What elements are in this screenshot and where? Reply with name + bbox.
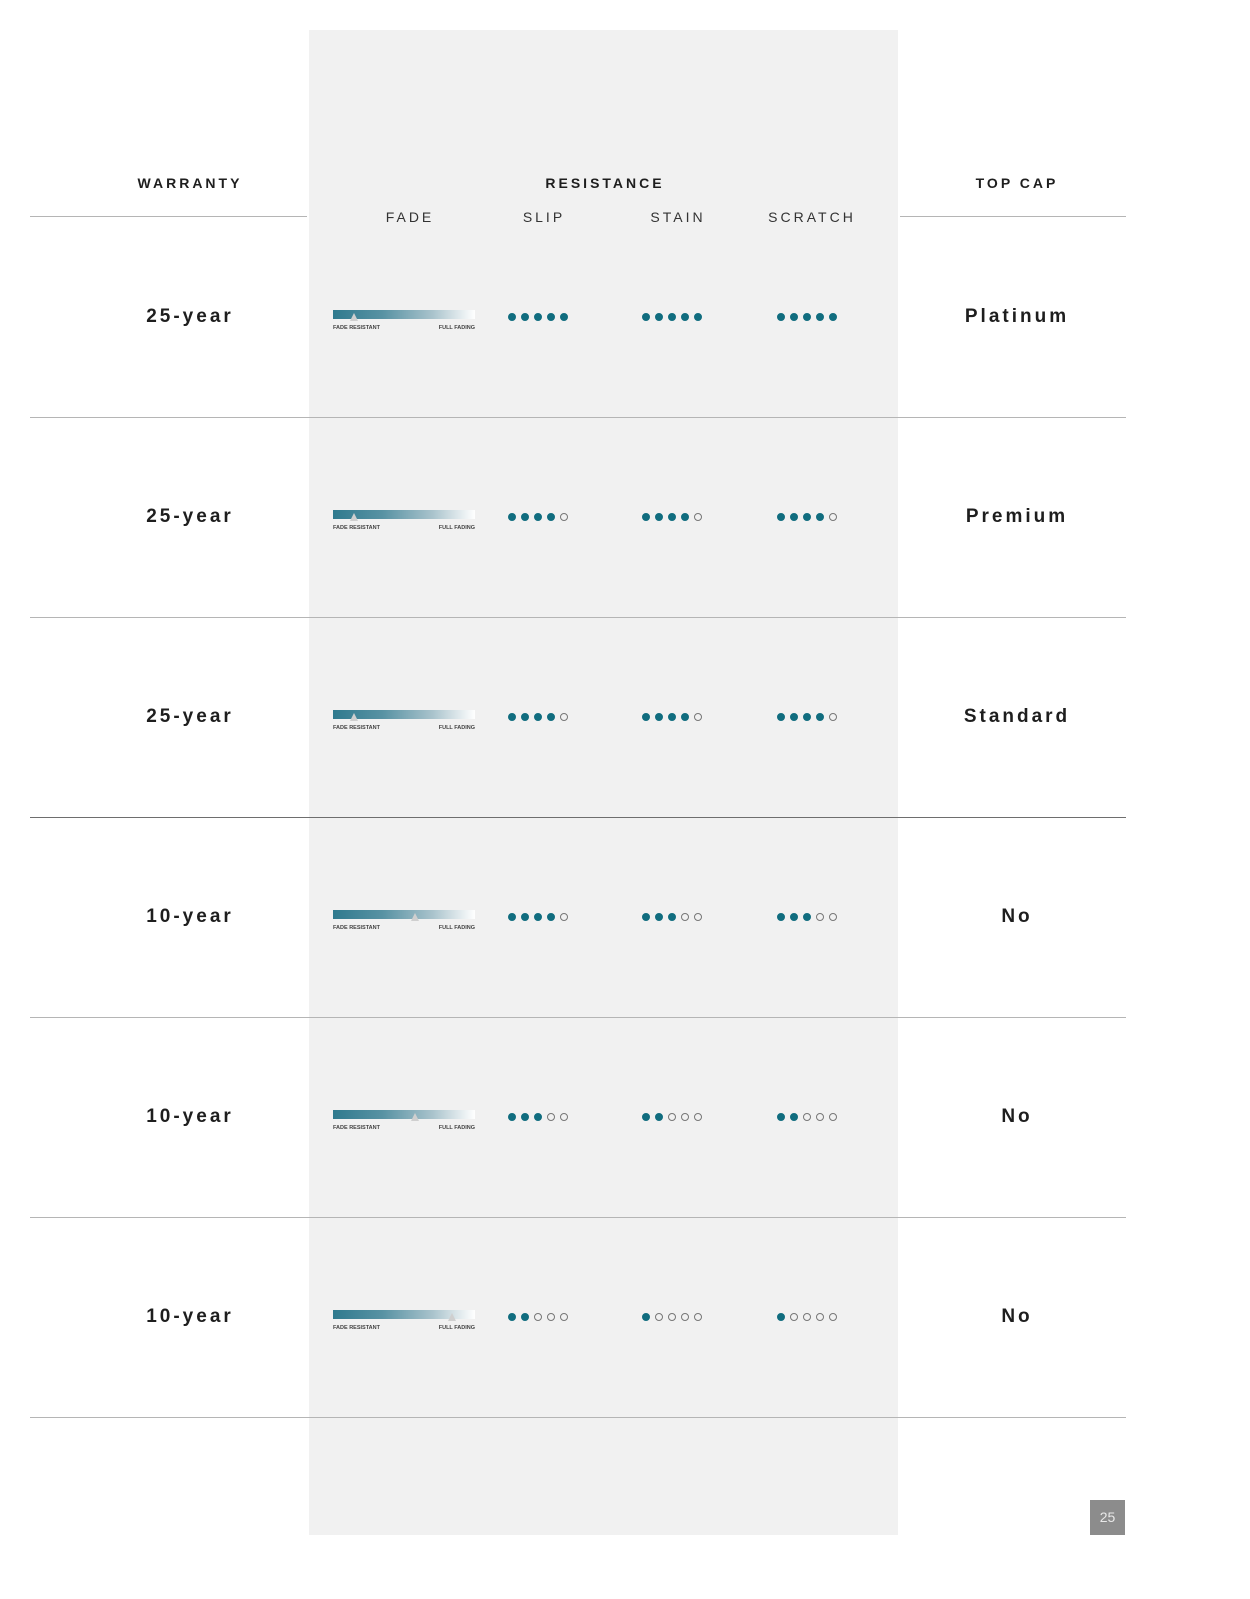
empty-dot-icon [829,913,837,921]
filled-dot-icon [534,713,542,721]
fade-resistant-label: FADE RESISTANT [333,725,380,731]
filled-dot-icon [655,713,663,721]
slip-rating [508,311,568,323]
filled-dot-icon [521,1313,529,1321]
filled-dot-icon [521,513,529,521]
filled-dot-icon [534,913,542,921]
filled-dot-icon [655,913,663,921]
warranty-value: 10-year [146,906,234,927]
row-divider [30,1417,1126,1418]
empty-dot-icon [803,1113,811,1121]
slip-rating [508,711,568,723]
filled-dot-icon [777,513,785,521]
empty-dot-icon [560,513,568,521]
filled-dot-icon [790,713,798,721]
filled-dot-icon [816,313,824,321]
filled-dot-icon [508,1313,516,1321]
filled-dot-icon [547,313,555,321]
scratch-rating [777,711,837,723]
filled-dot-icon [560,313,568,321]
full-fading-label: FULL FADING [438,325,475,331]
filled-dot-icon [521,313,529,321]
filled-dot-icon [642,1113,650,1121]
top-cap-value: Platinum [964,306,1070,327]
filled-dot-icon [816,513,824,521]
scratch-rating [777,311,837,323]
filled-dot-icon [777,713,785,721]
scratch-subheader: SCRATCH [768,209,856,225]
empty-dot-icon [681,1113,689,1121]
empty-dot-icon [829,513,837,521]
slip-rating [508,1311,568,1323]
empty-dot-icon [790,1313,798,1321]
fade-gradient-bar [333,1110,475,1119]
fade-scale [333,310,475,340]
filled-dot-icon [508,1113,516,1121]
top-cap-value: No [1001,906,1033,927]
fade-resistant-label: FADE RESISTANT [333,325,380,331]
warranty-value: 10-year [146,1306,234,1327]
filled-dot-icon [642,713,650,721]
stain-rating [642,1111,702,1123]
filled-dot-icon [681,513,689,521]
filled-dot-icon [521,713,529,721]
fade-scale [333,1310,475,1340]
filled-dot-icon [547,713,555,721]
empty-dot-icon [694,1313,702,1321]
table-row [0,1217,1250,1417]
filled-dot-icon [642,1313,650,1321]
filled-dot-icon [534,513,542,521]
filled-dot-icon [534,313,542,321]
empty-dot-icon [803,1313,811,1321]
full-fading-label: FULL FADING [438,1125,475,1131]
filled-dot-icon [790,313,798,321]
fade-level-marker [350,513,358,521]
slip-rating [508,511,568,523]
filled-dot-icon [816,713,824,721]
stain-subheader: STAIN [650,209,706,225]
filled-dot-icon [790,513,798,521]
scratch-rating [777,511,837,523]
filled-dot-icon [790,1113,798,1121]
filled-dot-icon [668,513,676,521]
top-cap-header: TOP CAP [975,175,1059,191]
fade-level-marker [350,713,358,721]
filled-dot-icon [655,313,663,321]
stain-rating [642,311,702,323]
empty-dot-icon [816,1313,824,1321]
filled-dot-icon [547,513,555,521]
filled-dot-icon [642,313,650,321]
empty-dot-icon [681,1313,689,1321]
filled-dot-icon [508,513,516,521]
slip-rating [508,1111,568,1123]
warranty-value: 10-year [146,1106,234,1127]
filled-dot-icon [508,913,516,921]
top-cap-value: Premium [965,506,1069,527]
table-row [0,617,1250,817]
empty-dot-icon [668,1113,676,1121]
empty-dot-icon [829,1113,837,1121]
filled-dot-icon [777,913,785,921]
filled-dot-icon [668,913,676,921]
full-fading-label: FULL FADING [438,725,475,731]
empty-dot-icon [829,1313,837,1321]
empty-dot-icon [816,913,824,921]
empty-dot-icon [547,1113,555,1121]
warranty-value: 25-year [146,706,234,727]
stain-rating [642,511,702,523]
table-row [0,1017,1250,1217]
filled-dot-icon [803,513,811,521]
fade-level-marker [448,1313,456,1321]
filled-dot-icon [681,713,689,721]
filled-dot-icon [829,313,837,321]
empty-dot-icon [816,1113,824,1121]
stain-rating [642,1311,702,1323]
fade-scale [333,910,475,940]
table-row [0,417,1250,617]
filled-dot-icon [790,913,798,921]
empty-dot-icon [694,713,702,721]
full-fading-label: FULL FADING [438,1325,475,1331]
filled-dot-icon [547,913,555,921]
scratch-rating [777,1311,837,1323]
top-cap-value: Standard [963,706,1071,727]
filled-dot-icon [777,313,785,321]
empty-dot-icon [560,1313,568,1321]
fade-scale [333,710,475,740]
filled-dot-icon [521,913,529,921]
filled-dot-icon [508,313,516,321]
filled-dot-icon [642,513,650,521]
empty-dot-icon [560,713,568,721]
filled-dot-icon [668,313,676,321]
full-fading-label: FULL FADING [438,925,475,931]
empty-dot-icon [829,713,837,721]
full-fading-label: FULL FADING [438,525,475,531]
empty-dot-icon [668,1313,676,1321]
fade-level-marker [350,313,358,321]
fade-resistant-label: FADE RESISTANT [333,1325,380,1331]
page-number: 25 [1090,1500,1125,1535]
top-cap-value: No [1001,1306,1033,1327]
scratch-rating [777,1111,837,1123]
empty-dot-icon [560,1113,568,1121]
fade-resistant-label: FADE RESISTANT [333,525,380,531]
empty-dot-icon [547,1313,555,1321]
stain-rating [642,911,702,923]
filled-dot-icon [803,313,811,321]
filled-dot-icon [777,1113,785,1121]
warranty-header: WARRANTY [137,175,243,191]
filled-dot-icon [642,913,650,921]
fade-subheader: FADE [385,209,435,225]
table-row [0,217,1250,417]
slip-subheader: SLIP [522,209,566,225]
empty-dot-icon [694,913,702,921]
fade-resistant-label: FADE RESISTANT [333,1125,380,1131]
warranty-value: 25-year [146,506,234,527]
filled-dot-icon [655,1113,663,1121]
empty-dot-icon [694,513,702,521]
fade-gradient-bar [333,910,475,919]
resistance-header: RESISTANCE [545,175,665,191]
table-row [0,817,1250,1017]
fade-level-marker [411,913,419,921]
filled-dot-icon [668,713,676,721]
empty-dot-icon [534,1313,542,1321]
filled-dot-icon [694,313,702,321]
slip-rating [508,911,568,923]
warranty-value: 25-year [146,306,234,327]
filled-dot-icon [534,1113,542,1121]
fade-scale [333,510,475,540]
empty-dot-icon [681,913,689,921]
filled-dot-icon [655,513,663,521]
empty-dot-icon [694,1113,702,1121]
scratch-rating [777,911,837,923]
empty-dot-icon [655,1313,663,1321]
filled-dot-icon [681,313,689,321]
filled-dot-icon [521,1113,529,1121]
empty-dot-icon [560,913,568,921]
filled-dot-icon [777,1313,785,1321]
fade-resistant-label: FADE RESISTANT [333,925,380,931]
filled-dot-icon [508,713,516,721]
filled-dot-icon [803,913,811,921]
fade-scale [333,1110,475,1140]
top-cap-value: No [1001,1106,1033,1127]
filled-dot-icon [803,713,811,721]
stain-rating [642,711,702,723]
fade-level-marker [411,1113,419,1121]
